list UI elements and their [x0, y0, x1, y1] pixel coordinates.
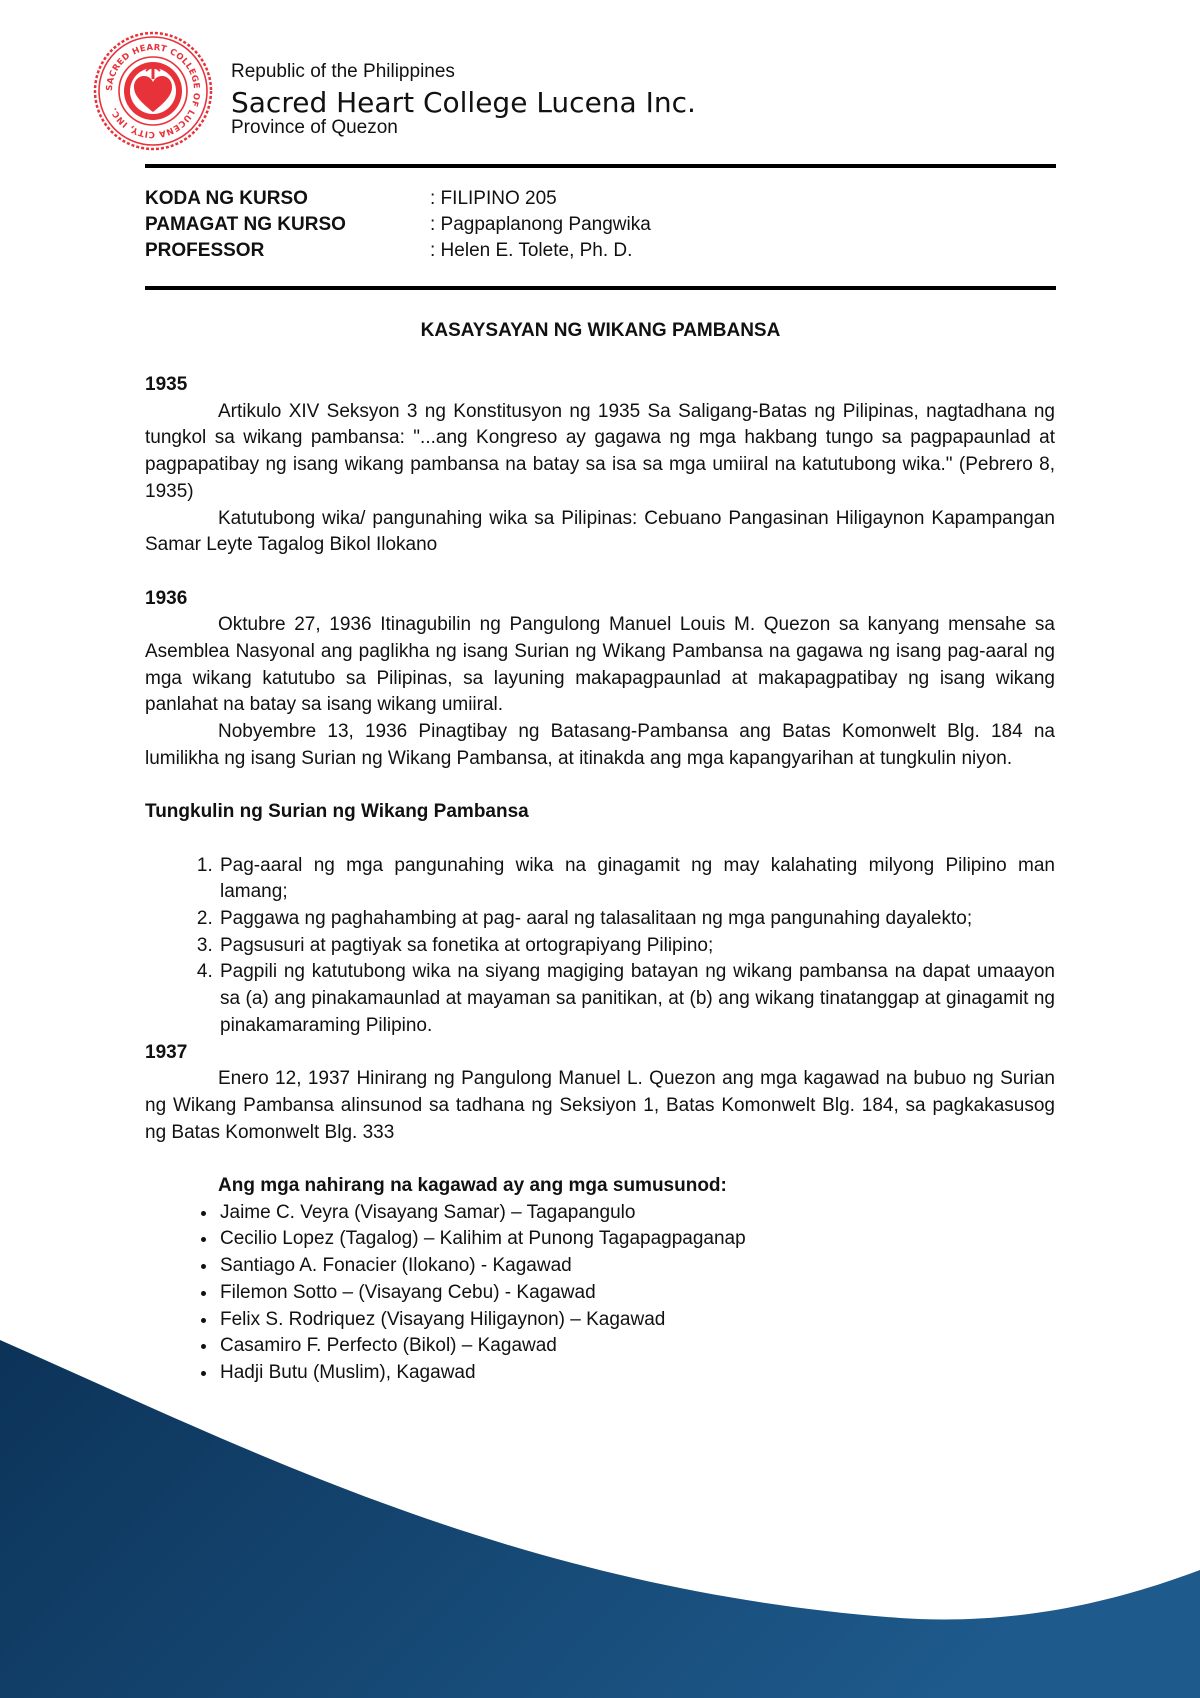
header-bottom-rule: [145, 286, 1056, 290]
paragraph-1936-october: Oktubre 27, 1936 Itinagubilin ng Pangulong Manuel Louis M. Quezon sa kanyang mensahe sa Asemblea Nasyonal ang paglikha ng isang Surian ng Wikang Pambansa na gagawa ng isang pag-aaral ng mga wikang katutubo sa Pilipinas, sa layuning makapagpaunlad at makapagpatibay ng isang wikang panlahat na batay sa isang wikang umiiral.: [145, 614, 1055, 716]
list-item: 3. Pagsusuri at pagtiyak sa fonetika at ortograpiyang Pilipino;: [218, 933, 1055, 960]
course-title-label: PAMAGAT NG KURSO: [145, 214, 346, 235]
year-heading-1936: 1936: [145, 587, 188, 609]
svg-text:SACRED HEART COLLEGE OF LUCENA: SACRED HEART COLLEGE OF LUCENA CITY, INC.: [104, 42, 202, 140]
document-body: [145, 372, 1055, 1387]
list-item: • Hadji Butu (Muslim), Kagawad: [218, 1360, 1055, 1387]
list-item: • Filemon Sotto – (Visayang Cebu) - Kagawad: [218, 1280, 1055, 1307]
paragraph-1935-constitution: Artikulo XIV Seksyon 3 ng Konstitusyon ng 1935 Sa Saligang-Batas ng Pilipinas, nagtadhana ng tungkol sa wikang pambansa: "...ang Kongreso ay gagawa ng mga hakbang tungo sa pagpapaunlad at pagpapatibay ng isang wikang pambansa na batay sa isa sa mga umiiral na katutubong wika." (Pebrero 8, 1935): [145, 400, 1055, 502]
paragraph-1937-january: Enero 12, 1937 Hinirang ng Pangulong Manuel L. Quezon ang mga kagawad na bubuo ng Surian ng Wikang Pambansa alinsunod sa tadhana ng Seksiyon 1, Batas Komonwelt Blg. 184, sa pagkakasusog ng Batas Komonwelt Blg. 333: [145, 1068, 1055, 1143]
list-item: • Casamiro F. Perfecto (Bikol) – Kagawad: [218, 1333, 1055, 1360]
province-line: Province of Quezon: [231, 117, 398, 138]
course-code-value: : FILIPINO 205: [430, 188, 557, 209]
tungkulin-heading: Tungkulin ng Surian ng Wikang Pambansa: [145, 801, 529, 823]
school-name: Sacred Heart College Lucena Inc.: [231, 86, 696, 119]
list-item: 2. Paggawa ng paghahambing at pag- aaral ng talasalitaan ng mga pangunahing dayalekto;: [218, 906, 1055, 933]
professor-value: : Helen E. Tolete, Ph. D.: [430, 240, 633, 261]
tungkulin-list: [145, 853, 1055, 1040]
course-code-label: KODA NG KURSO: [145, 188, 308, 209]
college-seal-logo: [92, 30, 214, 152]
paragraph-1935-native-languages: Katutubong wika/ pangunahing wika sa Pilipinas: Cebuano Pangasinan Hiligaynon Kapampangan Samar Leyte Tagalog Bikol Ilokano: [145, 507, 1055, 556]
paragraph-1936-november: Nobyembre 13, 1936 Pinagtibay ng Batasang-Pambansa ang Batas Komonwelt Blg. 184 na lumilikha ng isang Surian ng Wikang Pambansa, at itinakda ang mga kapangyarihan at tungkulin niyon.: [145, 721, 1055, 769]
list-item: • Jaime C. Veyra (Visayang Samar) – Tagapangulo: [218, 1200, 1055, 1227]
list-item: • Cecilio Lopez (Tagalog) – Kalihim at Punong Tagapagpaganap: [218, 1226, 1055, 1253]
professor-label: PROFESSOR: [145, 240, 265, 261]
list-item: 1. Pag-aaral ng mga pangunahing wika na ginagamit ng may kalahating milyong Pilipino man lamang;: [218, 853, 1055, 906]
header-top-rule: [145, 164, 1056, 168]
list-item: 4. Pagpili ng katutubong wika na siyang magiging batayan ng wikang pambansa na dapat umaayon sa (a) ang pinakamaunlad at mayaman sa panitikan, at (b) ang wikang tinatanggap at ginagamit ng pinakamaraming Pilipino.: [218, 959, 1055, 1039]
list-item: • Felix S. Rodriquez (Visayang Hiligaynon) – Kagawad: [218, 1307, 1055, 1334]
list-item: • Santiago A. Fonacier (Ilokano) - Kagawad: [218, 1253, 1055, 1280]
footer-wave-decoration: [0, 1330, 1200, 1698]
republic-line: Republic of the Philippines: [231, 61, 455, 82]
document-title: KASAYSAYAN NG WIKANG PAMBANSA: [420, 320, 781, 341]
year-heading-1937: 1937: [145, 1041, 188, 1063]
members-list-heading: Ang mga nahirang na kagawad ay ang mga sumusunod:: [218, 1175, 727, 1197]
course-title-value: : Pagpaplanong Pangwika: [430, 214, 651, 235]
year-heading-1935: 1935: [145, 374, 188, 395]
